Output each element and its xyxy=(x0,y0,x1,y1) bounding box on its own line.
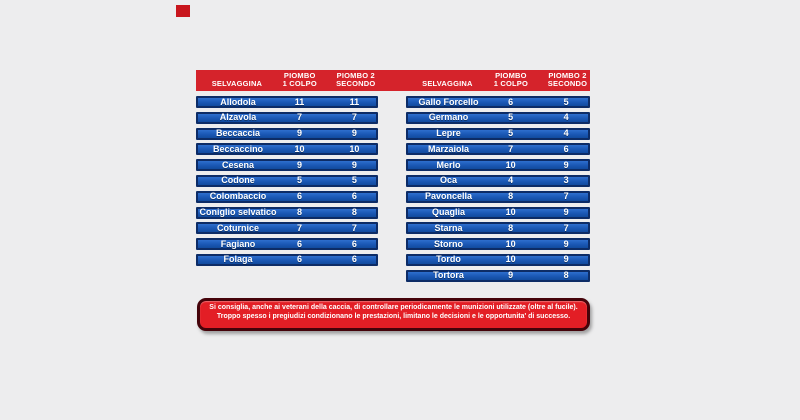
table-row xyxy=(406,222,590,234)
table-row xyxy=(196,191,378,203)
row-species-label: Marzaiola xyxy=(427,143,469,154)
row-piombo-2-secondo-value: 4 xyxy=(563,128,569,139)
header-piombo-2-secondo-right xyxy=(533,72,590,91)
row-piombo-1-colpo-value: 11 xyxy=(294,96,305,107)
row-piombo-1-colpo-value: 6 xyxy=(296,238,302,249)
header-label-line: PIOMBO xyxy=(495,71,527,80)
header-group-left xyxy=(196,70,378,91)
row-piombo-1-colpo-value: 7 xyxy=(508,143,514,154)
table-row xyxy=(196,207,378,219)
header-label-line: PIOMBO 2 xyxy=(548,71,587,80)
table-row xyxy=(406,238,590,250)
row-species-label: Oca xyxy=(439,175,457,186)
header-group-right xyxy=(406,70,590,91)
row-species-label: Coturnice xyxy=(217,222,260,233)
row-piombo-1-colpo-value: 10 xyxy=(294,143,305,154)
row-species-label: Tordo xyxy=(436,254,461,265)
row-species-label: Beccaccino xyxy=(213,143,264,154)
row-piombo-2-secondo-value: 9 xyxy=(563,159,569,170)
row-species-label: Alzavola xyxy=(219,112,257,123)
row-species-label: Allodola xyxy=(220,96,256,107)
row-species-label: Codone xyxy=(221,175,255,186)
row-piombo-2-secondo-value: 6 xyxy=(351,254,357,265)
row-piombo-1-colpo-value: 6 xyxy=(508,96,514,107)
row-piombo-2-secondo-value: 5 xyxy=(563,96,569,107)
header-label-line: SECONDO xyxy=(336,79,376,88)
row-piombo-2-secondo-value: 10 xyxy=(349,143,360,154)
header-selvaggina-right xyxy=(406,80,489,91)
row-piombo-1-colpo-value: 8 xyxy=(508,191,514,202)
header-piombo-1-colpo-right xyxy=(489,72,533,91)
table-row xyxy=(196,159,378,171)
table-row xyxy=(196,112,378,124)
row-species-label: Germano xyxy=(428,112,469,123)
row-species-label: Coniglio selvatico xyxy=(199,207,277,218)
table-left xyxy=(196,96,378,270)
header-label: SELVAGGINA xyxy=(422,79,473,88)
row-piombo-2-secondo-value: 6 xyxy=(351,191,357,202)
advisory-note-text: Si consiglia, anche ai veterani della caccia, di controllare periodicamente le munizioni utilizzate (oltre al fucile). Troppo spesso i pregiudizi condizionano le prestazioni, limitano le decisioni e le opportunita' di successo. xyxy=(209,304,578,321)
header-piombo-2-secondo-left xyxy=(322,72,378,91)
row-piombo-1-colpo-value: 10 xyxy=(505,207,516,218)
table-row xyxy=(406,96,590,108)
row-piombo-1-colpo-value: 10 xyxy=(505,238,516,249)
row-piombo-2-secondo-value: 11 xyxy=(349,96,360,107)
table-row xyxy=(406,254,590,266)
row-piombo-2-secondo-value: 7 xyxy=(563,191,569,202)
row-piombo-1-colpo-value: 5 xyxy=(508,112,514,123)
row-piombo-1-colpo-value: 4 xyxy=(508,175,514,186)
table-row xyxy=(406,159,590,171)
row-piombo-1-colpo-value: 5 xyxy=(296,175,302,186)
row-piombo-2-secondo-value: 6 xyxy=(351,238,357,249)
row-piombo-1-colpo-value: 8 xyxy=(508,222,514,233)
table-row xyxy=(406,112,590,124)
row-piombo-1-colpo-value: 6 xyxy=(296,254,302,265)
table-row xyxy=(196,128,378,140)
table-row xyxy=(406,128,590,140)
row-piombo-1-colpo-value: 6 xyxy=(296,191,302,202)
red-corner-mark xyxy=(176,5,190,17)
row-species-label: Cesena xyxy=(222,159,255,170)
row-species-label: Beccaccia xyxy=(216,128,261,139)
row-piombo-2-secondo-value: 7 xyxy=(563,222,569,233)
row-species-label: Colombaccio xyxy=(209,191,267,202)
row-piombo-2-secondo-value: 9 xyxy=(563,254,569,265)
row-species-label: Lepre xyxy=(436,128,461,139)
row-species-label: Starna xyxy=(434,222,463,233)
row-species-label: Quaglia xyxy=(431,207,465,218)
row-species-label: Folaga xyxy=(223,254,253,265)
table-row xyxy=(406,175,590,187)
row-piombo-2-secondo-value: 8 xyxy=(563,270,569,281)
row-piombo-2-secondo-value: 8 xyxy=(351,207,357,218)
row-piombo-1-colpo-value: 9 xyxy=(508,270,514,281)
table-right xyxy=(406,96,590,286)
table-row xyxy=(406,143,590,155)
row-species-label: Tortora xyxy=(433,270,464,281)
table-row xyxy=(196,238,378,250)
row-species-label: Merlo xyxy=(436,159,461,170)
row-piombo-1-colpo-value: 9 xyxy=(296,128,302,139)
row-species-label: Gallo Forcello xyxy=(418,96,479,107)
header-selvaggina-left xyxy=(196,80,278,91)
row-species-label: Storno xyxy=(434,238,463,249)
header-label-line: PIOMBO 2 xyxy=(336,71,375,80)
table-row xyxy=(196,96,378,108)
row-piombo-1-colpo-value: 9 xyxy=(296,159,302,170)
row-piombo-2-secondo-value: 9 xyxy=(563,207,569,218)
table-row xyxy=(406,207,590,219)
row-piombo-2-secondo-value: 6 xyxy=(563,143,569,154)
row-piombo-2-secondo-value: 9 xyxy=(351,128,357,139)
advisory-note xyxy=(197,298,590,331)
table-row xyxy=(196,222,378,234)
table-row xyxy=(196,254,378,266)
row-piombo-2-secondo-value: 3 xyxy=(563,175,569,186)
table-row xyxy=(406,270,590,282)
row-piombo-1-colpo-value: 5 xyxy=(508,128,514,139)
row-piombo-2-secondo-value: 9 xyxy=(563,238,569,249)
row-piombo-2-secondo-value: 7 xyxy=(351,112,357,123)
row-piombo-2-secondo-value: 7 xyxy=(351,222,357,233)
row-species-label: Fagiano xyxy=(220,238,256,249)
header-label-line: 1 COLPO xyxy=(282,79,317,88)
row-piombo-1-colpo-value: 7 xyxy=(296,222,302,233)
table-header-bar xyxy=(196,70,590,91)
table-row xyxy=(196,175,378,187)
row-species-label: Pavoncella xyxy=(424,191,473,202)
row-piombo-1-colpo-value: 8 xyxy=(296,207,302,218)
row-piombo-1-colpo-value: 7 xyxy=(296,112,302,123)
header-label-line: 1 COLPO xyxy=(493,79,529,88)
header-label-line: SECONDO xyxy=(547,79,588,88)
header-label: SELVAGGINA xyxy=(211,79,263,88)
row-piombo-2-secondo-value: 5 xyxy=(351,175,357,186)
header-label-line: PIOMBO xyxy=(283,71,316,80)
row-piombo-1-colpo-value: 10 xyxy=(505,254,516,265)
row-piombo-1-colpo-value: 10 xyxy=(505,159,516,170)
row-piombo-2-secondo-value: 9 xyxy=(351,159,357,170)
header-piombo-1-colpo-left xyxy=(278,72,322,91)
row-piombo-2-secondo-value: 4 xyxy=(563,112,569,123)
table-row xyxy=(196,143,378,155)
table-row xyxy=(406,191,590,203)
